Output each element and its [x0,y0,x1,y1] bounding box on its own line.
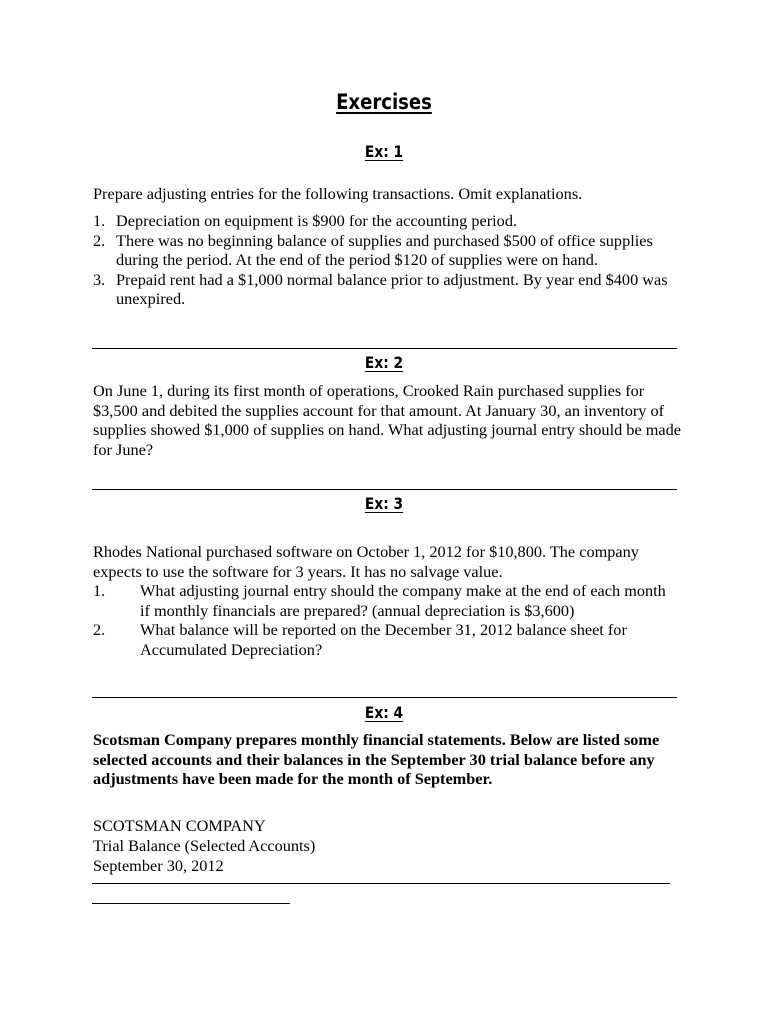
item-number: 2. [93,620,106,640]
section-divider [92,348,677,349]
underscore-line [92,903,290,904]
company-name: SCOTSMAN COMPANY [93,816,266,835]
report-date: September 30, 2012 [93,856,224,875]
ex3-intro: Rhodes National purchased software on October 1, 2012 for $10,800. The company expects to use the software for 3 years. It has no salvage value. [93,542,639,581]
ex2-heading: Ex: 2 [364,353,404,372]
list-item [93,211,693,231]
ex4-intro: Scotsman Company prepares monthly financial statements. Below are listed some selected accounts and their balances in the September 30 trial balance before any adjustments have been made for the month of September. [93,730,660,789]
item-text: What balance will be reported on the December 31, 2012 balance sheet for Accumulated Depreciation? [140,620,627,659]
item-text: Depreciation on equipment is $900 for the accounting period. [116,211,518,230]
ex2-text: On June 1, during its first month of operations, Crooked Rain purchased supplies for $3,500 and debited the supplies account for that amount. At January 30, an inventory of supplies showed $1,000 of supplies on hand. What adjusting journal entry should be made for June? [93,381,682,459]
ex1-heading: Ex: 1 [364,142,404,161]
item-text: There was no beginning balance of supplies and purchased $500 of office supplies during the period. At the end of the period $120 of supplies were on hand. [116,230,653,270]
ex1-list [93,211,693,309]
ex1-intro: Prepare adjusting entries for the following transactions. Omit explanations. [93,184,583,203]
section-divider [92,697,677,698]
report-title: Trial Balance (Selected Accounts) [93,836,316,855]
underscore-line [92,883,670,884]
item-number: 3. [93,269,106,289]
ex4-heading: Ex: 4 [364,703,404,722]
list-item [93,270,693,309]
ex3-heading: Ex: 3 [364,494,404,513]
list-item [93,231,693,270]
page-title: Exercises [336,90,432,114]
list-item [93,581,693,620]
item-text: Prepaid rent had a $1,000 normal balance prior to adjustment. By year end $400 was unexpired. [116,269,668,309]
item-number: 1. [93,211,106,230]
item-number: 2. [93,230,106,250]
list-item [93,620,693,659]
item-number: 1. [93,581,106,600]
section-divider [92,489,677,490]
ex3-list [93,581,693,659]
item-text: What adjusting journal entry should the company make at the end of each month if monthly financials are prepared? (annual depreciation is $3,600) [140,581,666,620]
